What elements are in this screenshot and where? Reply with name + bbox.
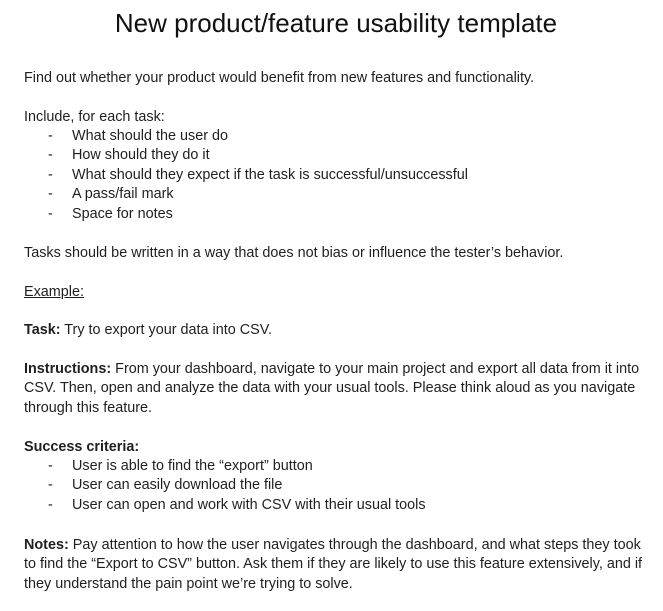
dash-bullet: -: [48, 458, 53, 474]
dash-bullet: -: [48, 496, 53, 513]
task-text: Try to export your data into CSV.: [64, 322, 272, 338]
example-label: Example:: [24, 284, 84, 300]
dash-bullet: -: [48, 147, 53, 164]
task-line: [24, 321, 272, 340]
dash-bullet: -: [48, 128, 53, 144]
list-item-text: User is able to find the “export” button: [72, 458, 313, 474]
success-heading: [24, 438, 139, 457]
dash-bullet: -: [48, 186, 53, 203]
list-item-text: User can open and work with CSV with their usual tools: [72, 496, 426, 513]
list-item-text: Space for notes: [72, 205, 173, 222]
instructions-paragraph: [24, 360, 654, 418]
instructions-label: Instructions:: [24, 361, 112, 377]
notes-label: Notes:: [24, 537, 69, 553]
dash-bullet: -: [48, 477, 53, 494]
list-item-text: What should they expect if the task is successful/unsuccessful: [72, 166, 468, 183]
notes-text: Pay attention to how the user navigates through the dashboard, and what steps they took to find the “Export to CSV” button. Ask them if they are likely to use this feature extensively, and if they understand the pain point we’re trying to solve.: [24, 537, 643, 592]
list-item-text: User can easily download the file: [72, 477, 283, 494]
notes-paragraph: [24, 536, 654, 594]
instructions-text: From your dashboard, navigate to your main project and export all data from it into CSV. Then, open and analyze the data with your usual tools. Please think aloud as you navigate through this feature.: [24, 361, 640, 416]
intro-text: Find out whether your product would benefit from new features and functionality.: [24, 70, 535, 86]
success-label: Success criteria:: [24, 439, 140, 455]
task-label: Task:: [24, 322, 61, 338]
bias-note: Tasks should be written in a way that does not bias or influence the tester’s behavior.: [24, 245, 564, 261]
include-heading: Include, for each task:: [24, 109, 165, 125]
list-item-text: A pass/fail mark: [72, 186, 174, 203]
dash-bullet: -: [48, 205, 53, 222]
page-title: New product/feature usability template: [114, 8, 558, 38]
list-item-text: How should they do it: [72, 147, 210, 164]
list-item-text: What should the user do: [72, 128, 228, 144]
dash-bullet: -: [48, 166, 53, 183]
